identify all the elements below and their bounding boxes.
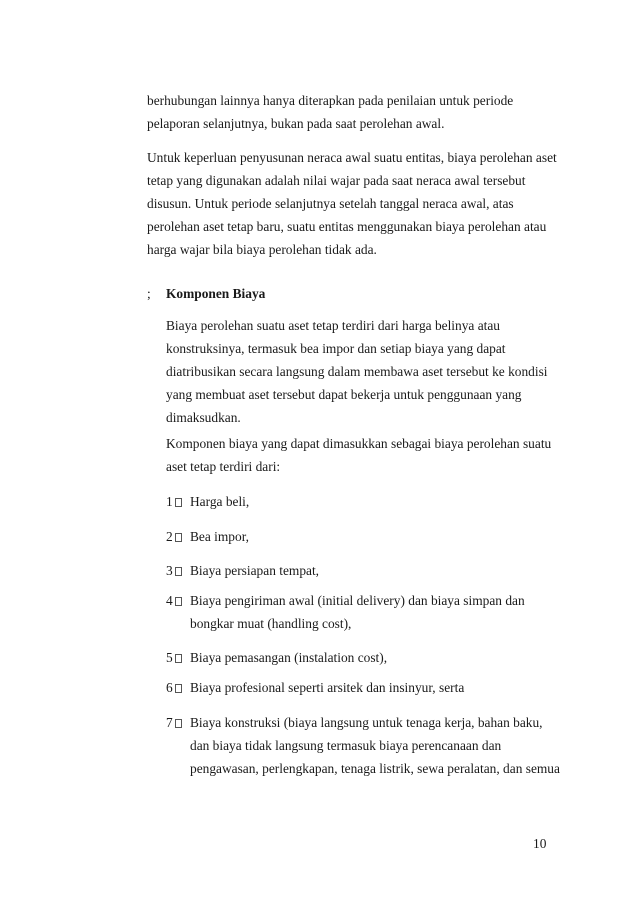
list-item-text: Harga beli, (190, 494, 250, 509)
paragraph-line: aset tetap terdiri dari: (166, 459, 281, 474)
list-number: 3 (166, 563, 173, 578)
paragraph-line: yang membuat aset tersebut dapat bekerja untuk penggunaan yang (166, 387, 522, 402)
missing-glyph-icon (175, 597, 182, 606)
list-item-text: bongkar muat (handling cost), (190, 616, 352, 631)
paragraph-line: diatribusikan secara langsung dalam membawa aset tersebut ke kondisi (166, 364, 548, 379)
page-number: 10 (533, 836, 547, 851)
list-item-number (166, 593, 182, 609)
list-item-text: Biaya profesional seperti arsitek dan insinyur, serta (190, 680, 465, 695)
list-item-number (166, 563, 182, 579)
missing-glyph-icon (175, 498, 182, 507)
list-number: 4 (166, 593, 173, 608)
missing-glyph-icon (175, 654, 182, 663)
list-item-text: Bea impor, (190, 529, 249, 544)
list-item-text: Biaya pemasangan (instalation cost), (190, 650, 388, 665)
paragraph-line: harga wajar bila biaya perolehan tidak ada. (147, 242, 377, 257)
list-item-text: pengawasan, perlengkapan, tenaga listrik, sewa peralatan, dan semua (190, 761, 560, 776)
list-item-number (166, 650, 182, 666)
list-item-number (166, 529, 182, 545)
list-item-number (166, 494, 182, 510)
list-number: 7 (166, 715, 173, 730)
paragraph-line: konstruksinya, termasuk bea impor dan setiap biaya yang dapat (166, 341, 506, 356)
list-item-text: Biaya konstruksi (biaya langsung untuk tenaga kerja, bahan baku, (190, 715, 543, 730)
list-item-text: Biaya persiapan tempat, (190, 563, 320, 578)
missing-glyph-icon (175, 719, 182, 728)
list-item-number (166, 715, 182, 731)
paragraph-line: perolehan aset tetap baru, suatu entitas menggunakan biaya perolehan atau (147, 219, 547, 234)
list-number: 6 (166, 680, 173, 695)
list-number: 2 (166, 529, 173, 544)
paragraph-line: pelaporan selanjutnya, bukan pada saat perolehan awal. (147, 116, 445, 131)
missing-glyph-icon (175, 533, 182, 542)
missing-glyph-icon (175, 684, 182, 693)
paragraph-line: dimaksudkan. (166, 410, 241, 425)
paragraph-line: Biaya perolehan suatu aset tetap terdiri dari harga belinya atau (166, 318, 501, 333)
section-heading: Komponen Biaya (166, 286, 266, 301)
list-item-text: Biaya pengiriman awal (initial delivery) dan biaya simpan dan (190, 593, 525, 608)
list-number: 5 (166, 650, 173, 665)
missing-glyph-icon (175, 567, 182, 576)
paragraph-line: tetap yang digunakan adalah nilai wajar pada saat neraca awal tersebut (147, 173, 526, 188)
paragraph-line: berhubungan lainnya hanya diterapkan pada penilaian untuk periode (147, 93, 514, 108)
paragraph-line: Untuk keperluan penyusunan neraca awal suatu entitas, biaya perolehan aset (147, 150, 557, 165)
paragraph-line: Komponen biaya yang dapat dimasukkan sebagai biaya perolehan suatu (166, 436, 552, 451)
paragraph-line: disusun. Untuk periode selanjutnya setelah tanggal neraca awal, atas (147, 196, 514, 211)
list-number: 1 (166, 494, 173, 509)
list-item-text: dan biaya tidak langsung termasuk biaya perencanaan dan (190, 738, 502, 753)
list-item-number (166, 680, 182, 696)
section-marker: ; (147, 286, 151, 301)
